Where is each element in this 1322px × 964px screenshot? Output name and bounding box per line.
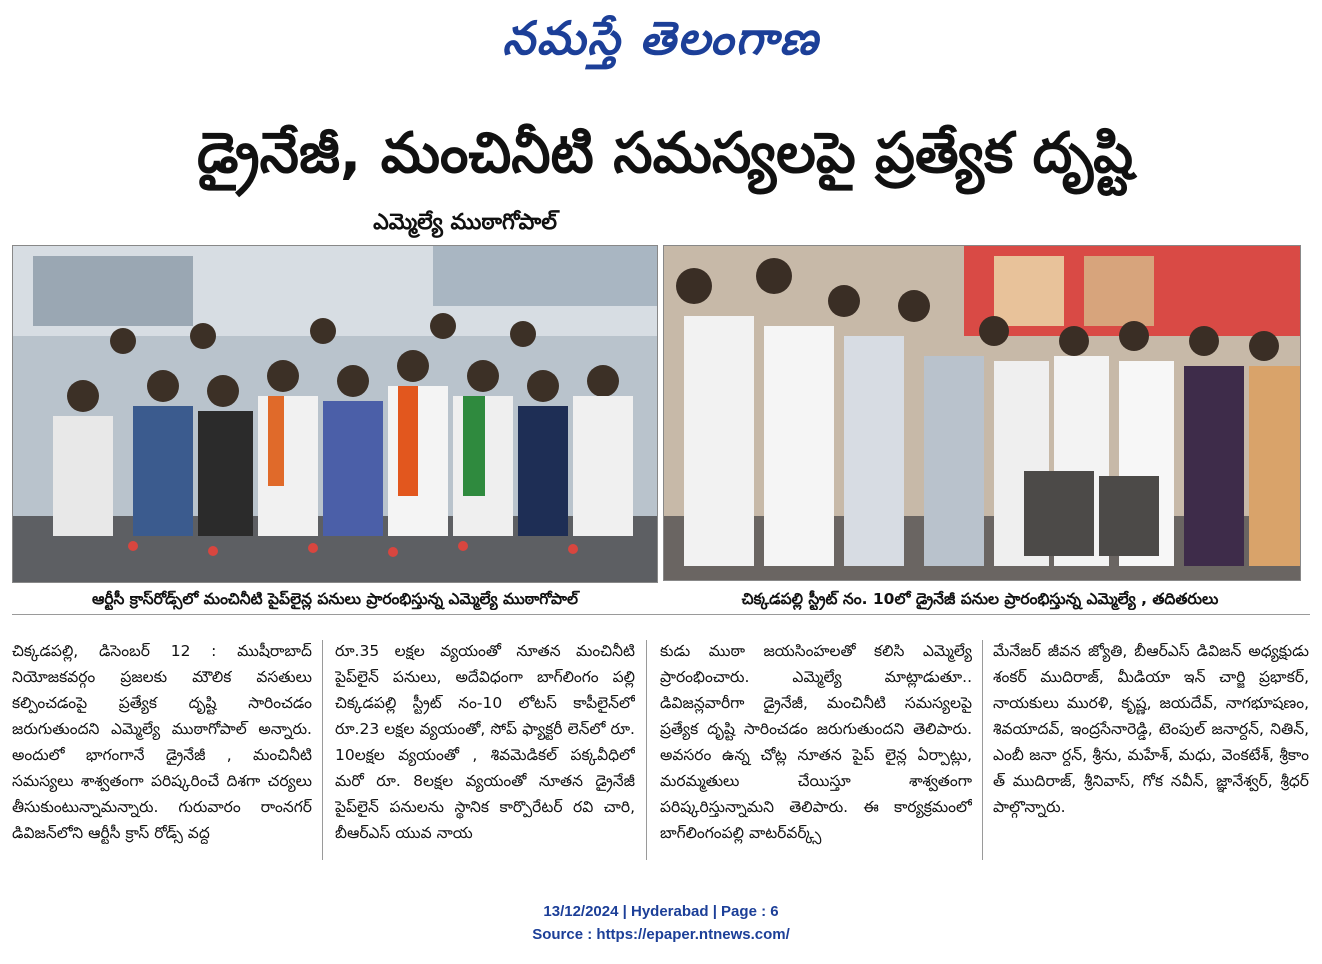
divider [12,614,1310,615]
article-column: రూ.35 లక్షల వ్యయంతో నూతన మంచినీటి పైప్‌లైన్ పనులు, అదేవిధంగా బాగ్‌లింగం పల్లి చిక్కడపల్లి స్ట్రీట్ నం-10 లోటస్ కాపీలైన్‌లో రూ.23 లక్షల వ్యయంతో, సోప్ ఫ్యాక్టరీ లెన్‌లో రూ. 10లక్షల వ్యయంతో , శివమెడికల్ పక్కవీధిలో మరో రూ. 8లక్షల వ్యయంతో నూతన డ్రైనేజీ పైప్‌లైన్ పనులను స్థానిక కార్పొరేటర్ రవి చారి, బీఆర్ఎస్ యువ నాయ [335,642,635,842]
article-byline: ఎమ్మెల్యే ముఠాగోపాల్ [373,210,557,235]
article-column: మేనేజర్ జీవన జ్యోతి, బీఆర్ఎస్ డివిజన్ అధ్యక్షుడు శంకర్ ముదిరాజ్, మీడియా ఇన్ చార్జి ప్రభాకర్, నాయకులు మురళి, కృష్ణ, జయదేవ్, నాగభూషణం, శివయాదవ్, ఇంద్రసేనారెడ్డి, టెంపుల్ జనార్దన్, నితిన్, ఎంబీ జనా ర్దన్, శ్రీను, మహేశ్, మధు, వెంకటేశ్, శ్రీకాం త్ ముదిరాజ్, శ్రీనివాస్, గోక నవీన్, జ్ఞానేశ్వర్, శ్రీధర్ పాల్గొన్నారు. [993,642,1309,816]
article-column: కుడు ముఠా జయసింహలతో కలిసి ఎమ్మెల్యే ప్రారంభించారు. ఎమ్మెల్యే మాట్లాడుతూ.. డివిజన్లవారీగా డ్రైనేజీ, మంచినీటి సమస్యలపై ప్రత్యేక దృష్టి సారించడం జరుగుతుందని తెలిపారు. అవసరం ఉన్న చోట్ల నూతన పైప్ లైన్ల ఏర్పాట్లు, మరమ్మతులు చేయిస్తూ శాశ్వతంగా పరిష్కరిస్తున్నామని తెలిపారు. ఈ కార్యక్రమంలో బాగ్‌లింగంపల్లి వాటర్‌వర్క్స్ [660,642,972,842]
article-headline: డ్రైనేజీ, మంచినీటి సమస్యలపై ప్రత్యేక దృష్టి [196,121,1134,186]
footer-edition-info: 13/12/2024 | Hyderabad | Page : 6 [543,903,779,920]
newspaper-masthead: నమస్తే తెలంగాణ [502,11,820,65]
column-divider [646,640,647,860]
photo-caption: చిక్కడపల్లి స్ట్రీట్ నం. 10లో డ్రైనేజీ పనుల ప్రారంభిస్తున్న ఎమ్మెల్యే , తదితరులు [741,590,1219,608]
article-column: చిక్కడపల్లి, డిసెంబర్ 12 : ముషీరాబాద్ నియోజకవర్గం ప్రజలకు మౌలిక వసతులు కల్పించడంపై ప్రత్యేక దృష్టి సారించడం జరుగుతుందని ఎమ్మెల్యే ముఠాగోపాల్ అన్నారు. అందులో భాగంగానే డ్రైనేజీ , మంచినీటి సమస్యలు శాశ్వతంగా పరిష్కరించే దిశగా చర్యలు తీసుకుంటున్నామన్నారు. గురువారం రాంనగర్ డివిజన్‌లోని ఆర్టీసీ క్రాస్ రోడ్స్ వద్ద [12,642,312,842]
footer-source-link[interactable]: Source : https://epaper.ntnews.com/ [532,926,790,943]
column-divider [982,640,983,860]
photo-pipeline-inauguration [12,245,658,583]
photo-caption: ఆర్టీసీ క్రాస్‌రోడ్స్‌లో మంచినీటి పైప్‌లైన్ల పనులు ప్రారంభిస్తున్న ఎమ్మెల్యే ముఠాగోపాల్ [91,590,579,608]
photo-drainage-inauguration [663,245,1301,581]
column-divider [322,640,323,860]
